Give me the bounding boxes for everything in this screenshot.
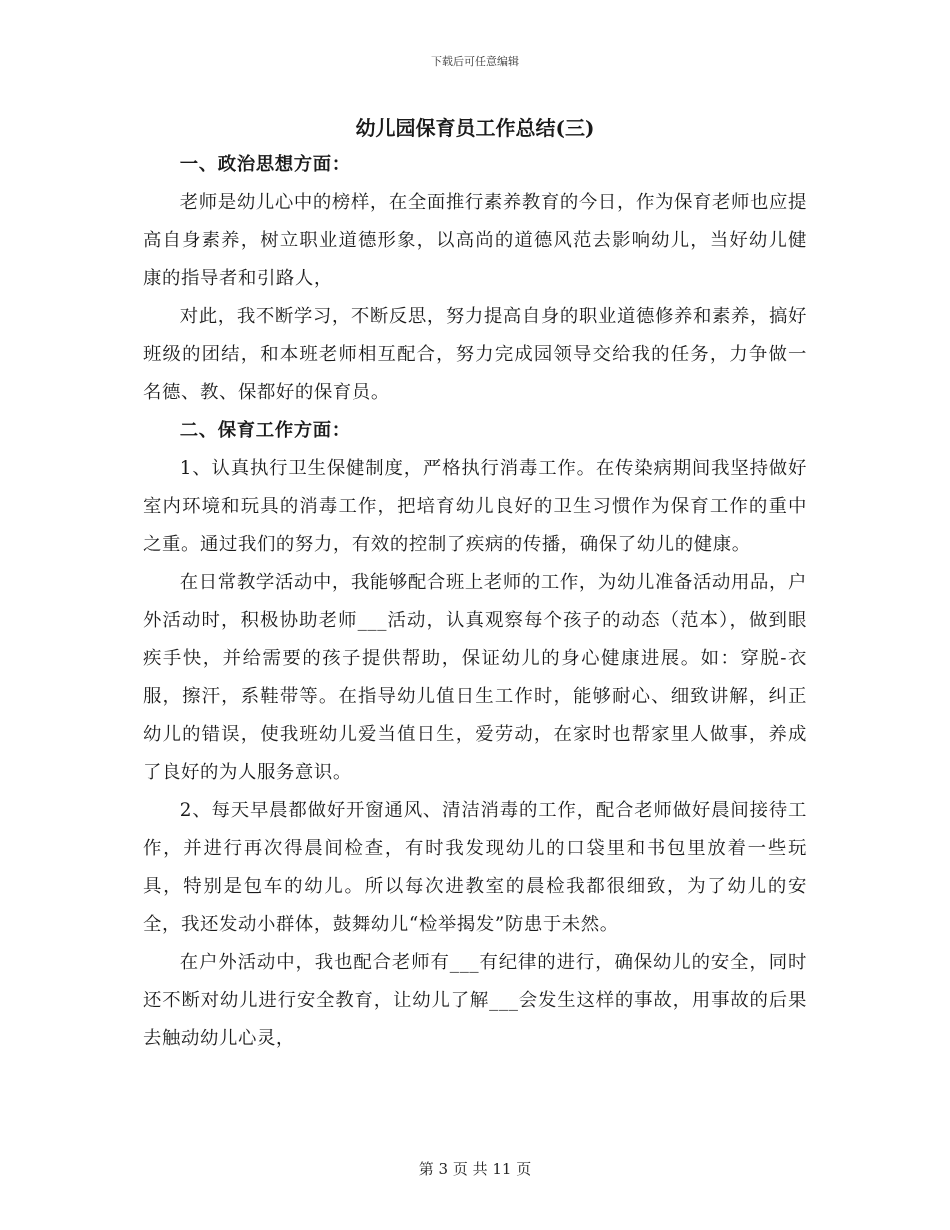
section-heading-political: 一、政治思想方面： <box>179 154 351 175</box>
paragraph: 2、每天早晨都做好开窗通风、清洁消毒的工作，配合老师做好晨间接待工作，并进行再次得晨间检查，有时我发现幼儿的口袋里和书包里放着一些玩具，特别是包车的幼儿。所以每次进教室的晨检我都很细致，为了幼儿的安全，我还发动小群体，鼓舞幼儿“检举揭发”防患于未然。 <box>143 800 807 935</box>
document-title: 幼儿园保育员工作总结(三) <box>355 116 595 140</box>
paragraph: 老师是幼儿心中的榜样，在全面推行素养教育的今日，作为保育老师也应提高自身素养，树立职业道德形象，以高尚的道德风范去影响幼儿，当好幼儿健康的指导者和引路人， <box>143 192 807 289</box>
page-number: 第 3 页 共 11 页 <box>418 1160 532 1178</box>
paragraph: 在日常教学活动中，我能够配合班上老师的工作，为幼儿准备活动用品，户外活动时，积极协助老师___活动，认真观察每个孩子的动态（范本），做到眼疾手快，并给需要的孩子提供帮助，保证幼儿的身心健康进展。如：穿脱-衣服，擦汗，系鞋带等。在指导幼儿值日生工作时，能够耐心、细致讲解，纠正幼儿的错误，使我班幼儿爱当值日生，爱劳动，在家时也帮家里人做事，养成了良好的为人服务意识。 <box>143 572 807 783</box>
section-heading-childcare: 二、保育工作方面： <box>179 420 351 441</box>
paragraph: 对此，我不断学习，不断反思，努力提高自身的职业道德修养和素养，搞好班级的团结，和本班老师相互配合，努力完成园领导交给我的任务，力争做一名德、教、保都好的保育员。 <box>143 306 807 403</box>
header-note: 下载后可任意编辑 <box>431 55 519 68</box>
paragraph: 1、认真执行卫生保健制度，严格执行消毒工作。在传染病期间我坚持做好室内环境和玩具的消毒工作，把培育幼儿良好的卫生习惯作为保育工作的重中之重。通过我们的努力，有效的控制了疾病的传播，确保了幼儿的健康。 <box>143 458 807 555</box>
document-body <box>143 146 807 1058</box>
paragraph: 在户外活动中，我也配合老师有___有纪律的进行，确保幼儿的安全，同时还不断对幼儿进行安全教育，让幼儿了解___会发生这样的事故，用事故的后果去触动幼儿心灵， <box>143 952 807 1049</box>
